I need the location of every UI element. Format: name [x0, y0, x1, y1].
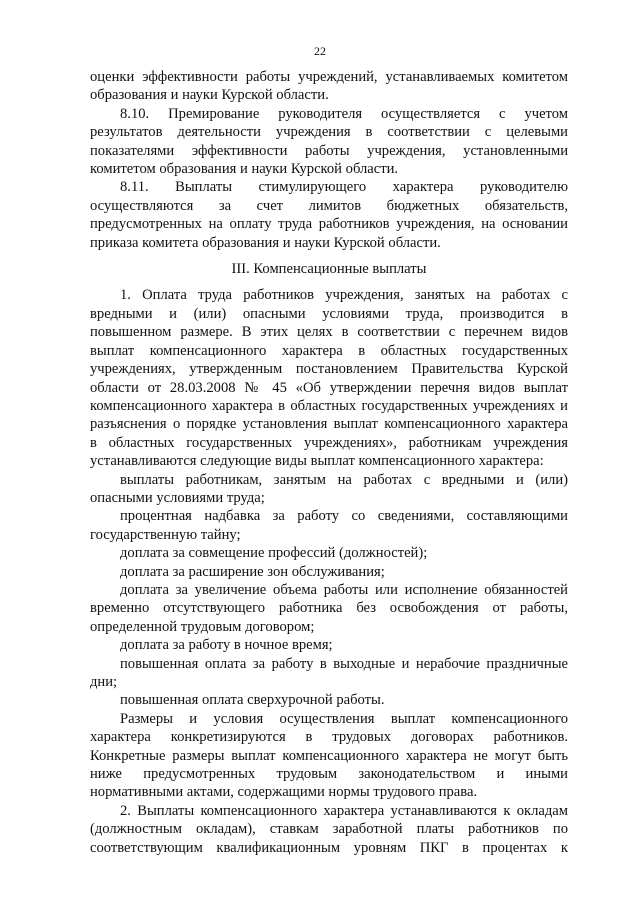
text-line: 8.11. Выплаты стимулирующего характера руководителю [120, 179, 568, 196]
list-item: повышенная оплата сверхурочной работы. [120, 692, 385, 709]
text-line: приказа комитета образования и науки Курской области. [90, 234, 441, 251]
text-line: в областных государственных учреждениях», работникам учреждения [90, 434, 568, 451]
text-line: 1. Оплата труда работников учреждения, занятых на работах с [120, 287, 568, 304]
list-item: доплата за увеличение объема работы или исполнение обязанностей [120, 581, 568, 598]
list-item: доплата за расширение зон обслуживания; [120, 563, 385, 580]
section-heading: III. Компенсационные выплаты [231, 261, 427, 278]
text-line: повышенном размере. В этих целях в соответствии с перечнем видов [90, 324, 568, 341]
text-line: комитетом образования и науки Курской области. [90, 161, 399, 178]
text-line: определенной трудовым договором; [90, 618, 315, 635]
text-line: выплат компенсационного характера в областных государственных [90, 342, 568, 359]
text-line: устанавливаются следующие виды выплат компенсационного характера: [90, 453, 544, 470]
text-line: (должностным окладам), ставкам заработной платы работников по [90, 821, 568, 838]
list-item: доплата за совмещение профессий (должностей); [120, 545, 428, 562]
text-line: соответствующим квалификационным уровням ПКГ в процентах к [90, 839, 568, 856]
text-line: 2. Выплаты компенсационного характера устанавливаются к окладам [120, 802, 568, 819]
text-line: Размеры и условия осуществления выплат компенсационного [120, 710, 568, 727]
text-line: характера конкретизируются в трудовых договорах работников. [90, 729, 568, 746]
list-item: повышенная оплата за работу в выходные и нерабочие праздничные [120, 655, 568, 672]
text-line: предусмотренных на оплату труда работников учреждения, на основании [90, 216, 568, 233]
list-item: процентная надбавка за работу со сведениями, составляющими [120, 508, 568, 525]
text-line: разъяснения о порядке установления выплат компенсационного характера [90, 416, 568, 433]
text-line: нормативными актами, содержащими нормы трудового права. [90, 784, 478, 801]
text-line: показателями эффективности работы учреждения, установленными [90, 142, 568, 159]
text-line: учреждениях, утвержденным постановлением Правительства Курской [90, 361, 568, 378]
document-body [90, 68, 568, 857]
text-line: осуществляются за счет лимитов бюджетных обязательств, [90, 197, 568, 214]
list-item: выплаты работникам, занятым на работах с вредными и (или) [120, 471, 568, 488]
text-line: 8.10. Премирование руководителя осуществляется с учетом [120, 105, 568, 122]
text-line: Конкретные размеры выплат компенсационного характера не могут быть [90, 747, 568, 764]
text-line: государственную тайну; [90, 526, 241, 543]
text-line: дни; [90, 674, 118, 690]
text-line: области от 28.03.2008 № 45 «Об утверждении перечня видов выплат [90, 379, 568, 396]
text-line: результатов деятельности учреждения в соответствии с целевыми [90, 124, 568, 141]
text-line: вредными и (или) опасными условиями труда, производится в [90, 305, 568, 322]
page-number: 22 [314, 44, 326, 58]
text-line: компенсационного характера в областных государственных учреждениях и [90, 397, 568, 414]
text-line: ниже предусмотренных трудовым законодательством и иными [90, 766, 568, 783]
text-line: оценки эффективности работы учреждений, устанавливаемых комитетом [90, 69, 568, 85]
list-item: доплата за работу в ночное время; [120, 637, 333, 654]
text-line: опасными условиями труда; [90, 489, 265, 506]
text-line: временно отсутствующего работника без освобождения от работы, [90, 600, 568, 617]
text-line: образования и науки Курской области. [90, 87, 329, 104]
